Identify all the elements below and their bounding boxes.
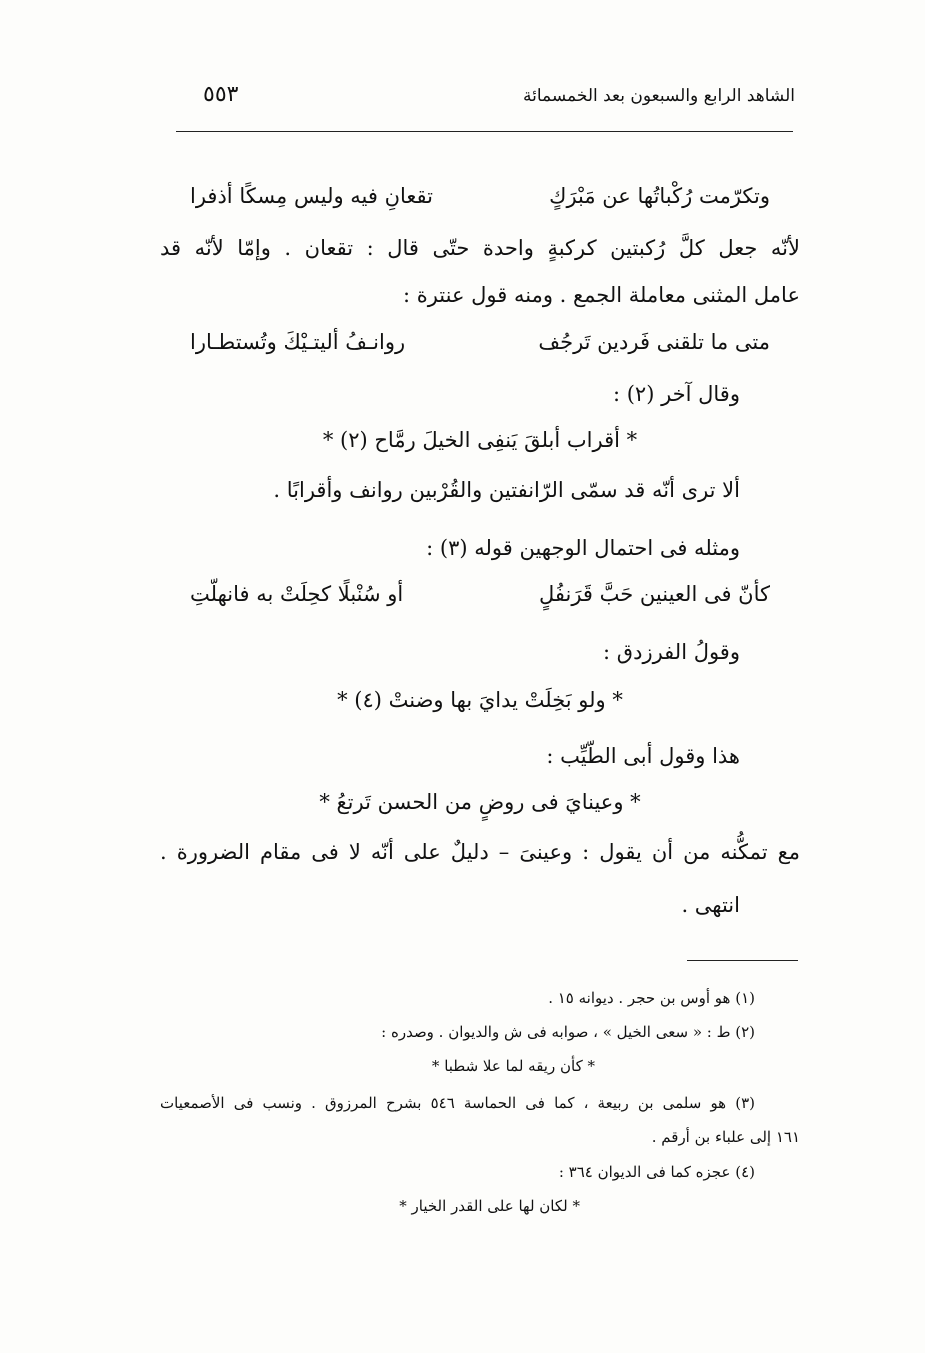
footnote-2-verse: * كأن ريقه لما علا شطبا *	[431, 1057, 595, 1075]
body-line-15: انتهى .	[681, 893, 740, 917]
body-line-14: مع تمكُّنه من أن يقول : وعينىَ – دليلٌ على أنّه لا فى مقام الضرورة .	[160, 840, 800, 864]
footnote-3-line-2: ١٦١ إلى علباء بن أرقم .	[651, 1128, 800, 1146]
verse-3-second-hemistich: أو سُنْبلًا كحِلَتْ به فانهلّتِ	[190, 582, 404, 606]
body-line-8: ومثله فى احتمال الوجهين قوله (٣) :	[426, 536, 740, 560]
body-line-12: هذا وقول أبى الطّيِّب :	[546, 744, 740, 768]
footnote-4: (٤) عجزه كما فى الديوان ٣٦٤ :	[558, 1163, 755, 1181]
hemistich-1: * أقراب أبلقَ يَنفِى الخيلَ رمَّاح (٢) *	[322, 428, 638, 452]
body-line-7: ألا ترى أنّه قد سمّى الرّانفتين والقُرْبين روانف وأقرابًا .	[273, 478, 740, 502]
body-line-5: وقال آخر (٢) :	[612, 382, 740, 406]
body-line-2: لأنّه جعل كلَّ رُكبتين كركبةٍ واحدة حتّى قال : تقعان . وإمّا لأنّه قد	[160, 236, 800, 260]
verse-1-second-hemistich: تقعانِ فيه وليس مِسكًا أذفرا	[190, 184, 434, 208]
verse-1-first-hemistich: وتكرّمت رُكْباتُها عن مَبْرَكٍ	[549, 184, 770, 208]
footnote-3-line-1: (٣) هو سلمى بن ربيعة ، كما فى الحماسة ٥٤٦ بشرح المرزوق . ونسب فى الأصمعيات	[160, 1094, 755, 1112]
verse-3-first-hemistich: كأنّ فى العينين حَبَّ قَرَنفُلٍ	[538, 582, 770, 606]
verse-2-second-hemistich: روانـفُ أليتـيْكَ وتُستطـارا	[190, 330, 406, 354]
verse-2-first-hemistich: متى ما تلقنى فَردين تَرجُف	[538, 330, 770, 354]
body-line-3: عامل المثنى معاملة الجمع . ومنه قول عنترة :	[402, 283, 800, 307]
footnote-2: (٢) ط : « سعى الخيل » ، صوابه فى ش والديوان . وصدره :	[381, 1023, 755, 1041]
footnote-rule	[687, 960, 798, 961]
body-line-10: وقولُ الفرزدق :	[603, 640, 740, 664]
header-rule	[176, 131, 793, 132]
page-header	[175, 82, 795, 112]
footnote-1: (١) هو أوس بن حجر . ديوانه ١٥ .	[548, 989, 755, 1007]
page-number: ٥٥٣	[203, 82, 239, 107]
hemistich-3: * وعينايَ فى روضٍ من الحسن تَرتعُ *	[319, 790, 641, 814]
footnote-4-verse: * لكان لها على القدر الخيار *	[399, 1197, 580, 1215]
hemistich-2: * ولو بَخِلَتْ يدايَ بها وضنتْ (٤) *	[337, 688, 623, 712]
running-title: الشاهد الرابع والسبعون بعد الخمسمائة	[523, 86, 795, 106]
